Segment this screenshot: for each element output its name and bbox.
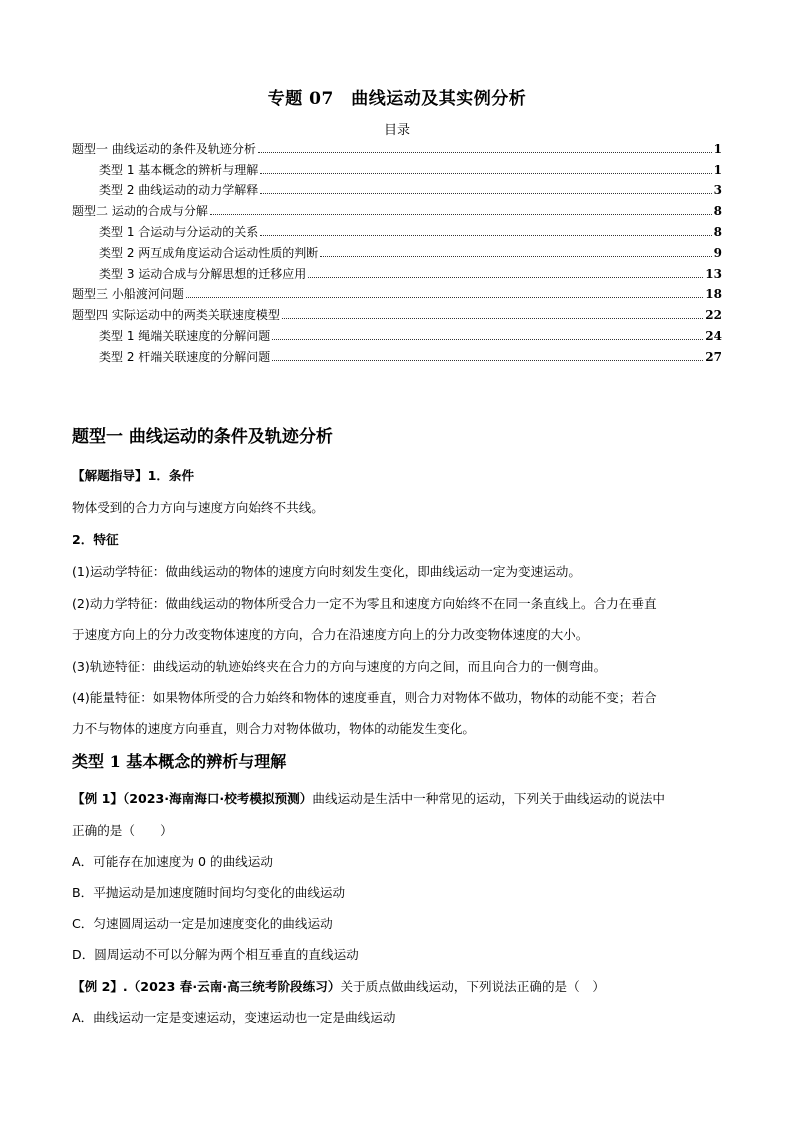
toc-entry[interactable]: 题型三 小船渡河问题 18 [72,287,722,302]
document-title: 专题 07 曲线运动及其实例分析 [267,89,527,109]
option-c: C．匀速圆周运动一定是加速度变化的曲线运动 [72,916,333,931]
paragraph: (4)能量特征：如果物体所受的合力始终和物体的速度垂直，则合力对物体不做功，物体的动能不变；若合 [72,690,657,705]
paragraph: (3)轨迹特征：曲线运动的轨迹始终夹在合力的方向与速度的方向之间，而且向合力的一侧弯曲。 [72,659,607,674]
toc-entry[interactable]: 类型 2 两互成角度运动合运动性质的判断 9 [99,245,722,260]
paragraph: 力不与物体的速度方向垂直，则合力对物体做功，物体的动能发生变化。 [72,721,475,736]
toc-entry[interactable]: 类型 1 合运动与分运动的关系 8 [99,224,722,239]
paragraph: 于速度方向上的分力改变物体速度的方向，合力在沿速度方向上的分力改变物体速度的大小。 [72,627,589,642]
paragraph: 物体受到的合力方向与速度方向始终不共线。 [72,500,324,515]
subheading: 2．特征 [72,532,119,547]
option-d: D．圆周运动不可以分解为两个相互垂直的直线运动 [72,947,359,962]
paragraph: (2)动力学特征：做曲线运动的物体所受合力一定不为零且和速度方向始终不在同一条直线上。合力在垂直 [72,596,657,611]
toc-entry[interactable]: 题型二 运动的合成与分解 8 [72,204,722,219]
option-a: A．曲线运动一定是变速运动，变速运动也一定是曲线运动 [72,1010,396,1025]
toc-entry[interactable]: 类型 2 曲线运动的动力学解释 3 [99,183,722,198]
toc-entry[interactable]: 类型 2 杆端关联速度的分解问题 27 [99,349,722,364]
paragraph: 正确的是（ ） [72,823,173,838]
toc-entry[interactable]: 类型 1 基本概念的辨析与理解 1 [99,162,722,177]
example-1: 【例 1】（2023·海南海口·校考模拟预测）曲线运动是生活中一种常见的运动，下列关于曲线运动的说法中 [72,791,665,806]
toc-entry[interactable]: 题型四 实际运动中的两类关联速度模型 22 [72,308,722,323]
option-a: A．可能存在加速度为 0 的曲线运动 [72,854,273,869]
toc-entry[interactable]: 类型 1 绳端关联速度的分解问题 24 [99,328,722,343]
section-heading: 题型一 曲线运动的条件及轨迹分析 [72,427,333,447]
guide-line: 【解题指导】1．条件 [72,468,195,483]
type-heading: 类型 1 基本概念的辨析与理解 [72,752,287,771]
toc-entry[interactable]: 题型一 曲线运动的条件及轨迹分析 1 [72,141,722,156]
paragraph: (1)运动学特征：做曲线运动的物体的速度方向时刻发生变化，即曲线运动一定为变速运动。 [72,564,581,579]
toc-entry[interactable]: 类型 3 运动合成与分解思想的迁移应用 13 [99,266,722,281]
table-of-contents [72,138,722,367]
option-b: B．平抛运动是加速度随时间均匀变化的曲线运动 [72,885,346,900]
toc-heading: 目录 [383,123,410,138]
example-2: 【例 2】.（2023 春·云南·高三统考阶段练习）关于质点做曲线运动，下列说法正确的是（ ） [72,979,605,994]
